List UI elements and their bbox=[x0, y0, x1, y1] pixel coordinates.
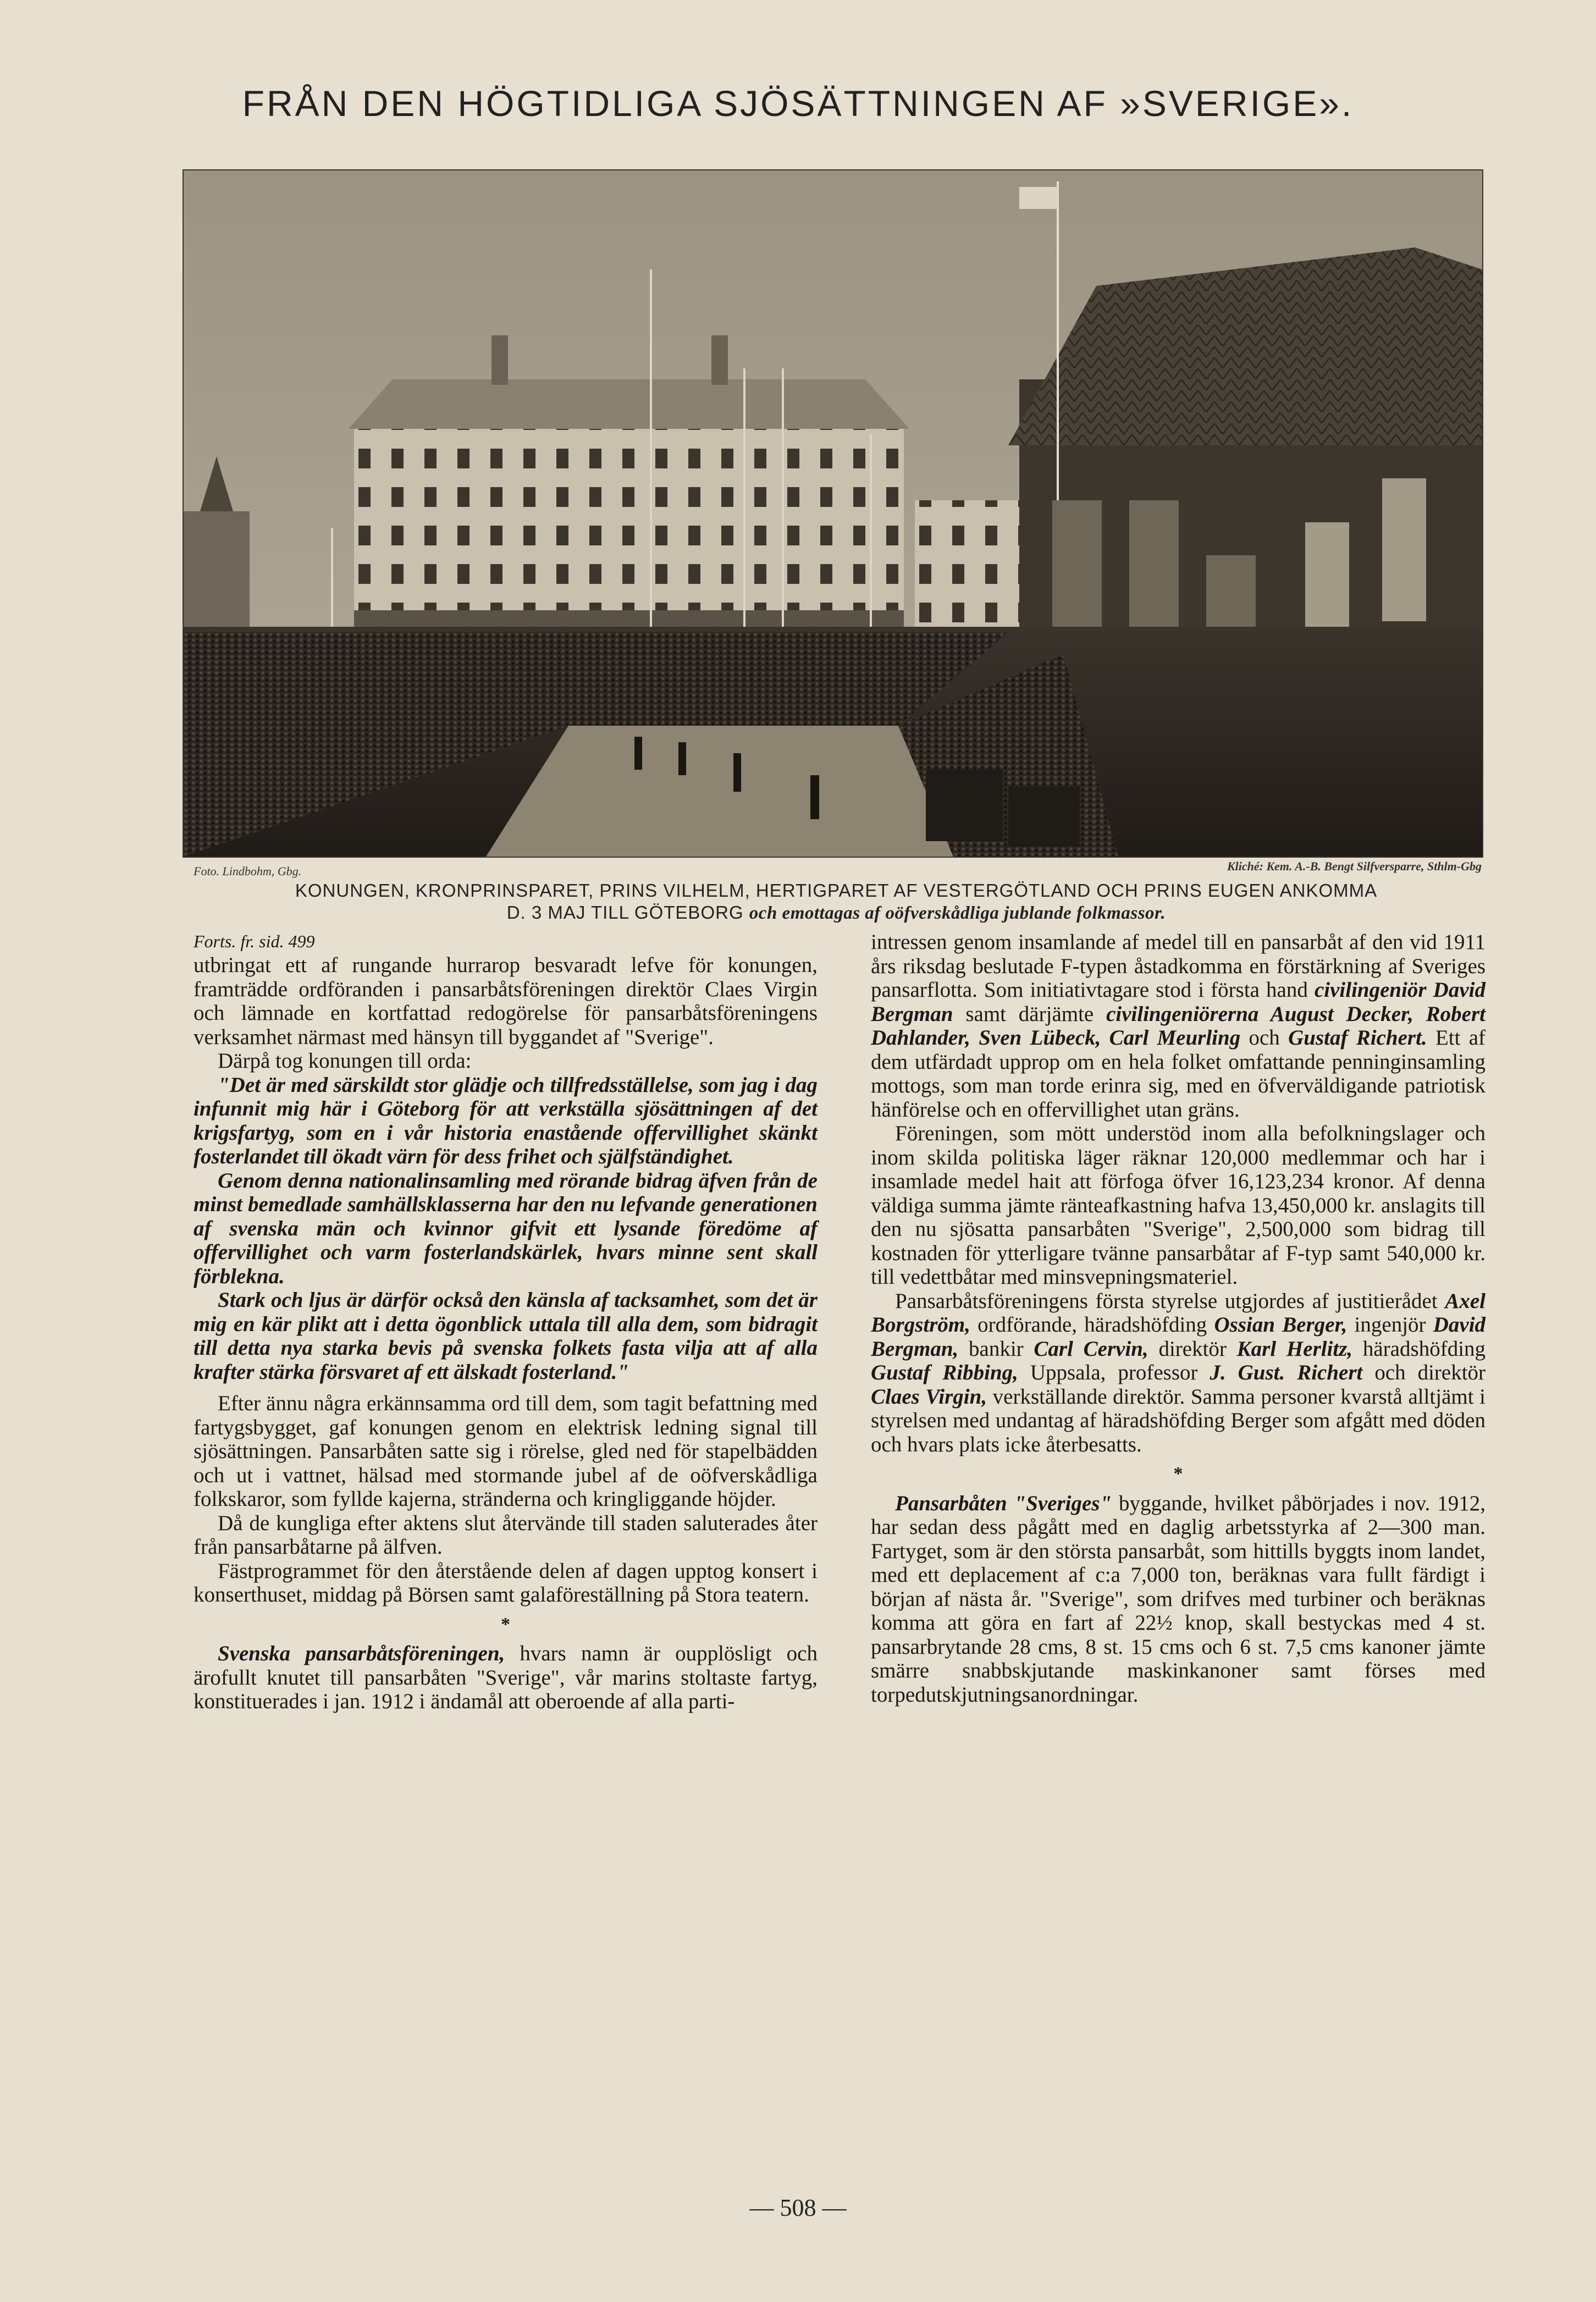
person-name: Gustaf Richert. bbox=[1288, 1026, 1427, 1050]
paragraph: utbringat ett af rungande hurrarop besvaradt lefve för konungen, framträdde ordföranden i pansarbåtsföreningen direktör Claes Virgin och lämnade en kortfattad redogörelse för pansarbåtsföreningens verksamhet närmast med hänsyn till byggandet af "Sverige". bbox=[194, 953, 818, 1049]
caption-line-2-italic: och emottagas af oöfverskådliga jublande folkmassor. bbox=[749, 903, 1166, 923]
paragraph bbox=[871, 930, 1485, 1122]
person-name: Karl Herlitz, bbox=[1236, 1337, 1353, 1361]
photo-credit: Foto. Lindbohm, Gbg. bbox=[194, 864, 302, 878]
person-names: civilingeniörerna August Decker, Robert Dahlander, Sven Lübeck, Carl Meurling bbox=[871, 1002, 1485, 1050]
person-name: J. Gust. Richert bbox=[1210, 1361, 1363, 1384]
paragraph bbox=[194, 1642, 818, 1714]
hotel-building bbox=[354, 423, 904, 632]
paragraph bbox=[871, 1289, 1485, 1457]
paragraph: Därpå tog konungen till orda: bbox=[218, 1049, 472, 1073]
section-asterisk: * bbox=[1173, 1464, 1183, 1484]
text-run: ordförande, häradshöfding bbox=[978, 1313, 1207, 1337]
speech-paragraph: Stark och ljus är därför också den känsla af tacksamhet, som det är mig en kär plikt att i detta ögonblick uttala till alla dem, som bidragit till detta nya starka bevis på svenska folkets fasta vilja att af alla krafter stärka försvaret af ett älskadt fosterland." bbox=[194, 1288, 818, 1384]
person-name: Claes Virgin, bbox=[871, 1384, 987, 1409]
speech-paragraph: "Det är med särskildt stor glädje och tillfredsställelse, som jag i dag infunnit mig här i Göteborg för att verkställa sjösättningen af det krigsfartyg, som en i vår historia enastående offervillighet skänkt fosterlandet till ökadt värn för dess frihet och själfständighet. bbox=[194, 1073, 818, 1168]
paragraph: Då de kungliga efter aktens slut återvände till staden saluterades åter från pansarbåtarne på älfven. bbox=[194, 1511, 818, 1559]
text-run: ingenjör bbox=[1354, 1313, 1426, 1337]
photo-illustration bbox=[184, 170, 1482, 857]
text-run: och direktör bbox=[1374, 1361, 1486, 1384]
paragraph: Efter ännu några erkännsamma ord till dem, som tagit befattning med fartygsbygget, gaf konungen genom en elektrisk ledning signal till sjösättningen. Pansarbåten satte sig i rörelse, gled ned för stapelbädden och ut i vattnet, hälsad med stormande jubel af de oöfverskådliga folkskaror, som fyllde kajerna, stränderna och kringliggande höjder. bbox=[194, 1392, 818, 1511]
text-run: Uppsala, professor bbox=[1030, 1361, 1198, 1384]
section-asterisk: * bbox=[501, 1614, 510, 1635]
text-run: Pansarbåtsföreningens första styrelse utgjordes af justitierådet bbox=[895, 1289, 1438, 1313]
person-name: civilingeniör David Bergman bbox=[871, 978, 1485, 1026]
speech-paragraph: Genom denna nationalinsamling med rörande bidrag äfven från de minst bemedlade samhällsklasserna har den nu lefvande generationen af svenska män och kvinnor gifvit ett lysande föredöme af offervillighet och varm fosterlandskärlek, hvars minne sent skall förblekna. bbox=[194, 1168, 818, 1288]
person-name: David Bergman, bbox=[871, 1313, 1486, 1361]
paragraph-text: byggande, hvilket påbörjades i nov. 1912, har sedan dess pågått med en daglig arbetsstyrka af 2—300 man. Fartyget, som är den största pansarbåt, som hittills byggts inom landet, med ett deplacement af c:a 7,000 ton, beräknas vara fullt färdigt i början af nästa år. "Sverige", som drifves med turbiner och beräknas komma att göra en fart af 22½ knop, skall bestyckas med 4 st. pansarbrytande 28 cms, 8 st. 15 cms och 6 st. 7,5 cms kanoner jämte smärre snabbskjutande maskinkanoner samt förses med torpedutskjutningsanordningar. bbox=[871, 1491, 1485, 1707]
caption-line-2 bbox=[190, 902, 1482, 924]
text-run: Ett af dem utfärdadt upprop om en hela folket omfattande penninginsamling mottogs, som man torde erinra sig, med en öfverväldigande patriotisk hänförelse och en offervillighet utan gräns. bbox=[871, 1026, 1486, 1122]
caption-line-2-plain: D. 3 MAJ TILL GÖTEBORG bbox=[506, 902, 744, 923]
paragraph: Föreningen, som mött understöd inom alla befolkningslager och inom skilda politiska läger räknar 120,000 medlemmar och har i insamlade medel hait att förfoga öfver 16,123,234 kronor. Af denna väldiga summa jämte ränteafkastning hafva 13,450,000 kr. anslagits till den nu sjösatta pansarbåten "Sverige", 2,500,000 som bidrag till kostnaden för ytterligare tvänne pansarbåtar af F-typ samt 540,000 kr. till vedettbåtar med minsvepningsmateriel. bbox=[871, 1122, 1485, 1289]
text-run: häradshöfding bbox=[1362, 1337, 1486, 1361]
right-column bbox=[871, 930, 1485, 1707]
paragraph: Fästprogrammet för den återstående delen af dagen upptog konsert i konserthuset, middag på Börsen samt galaföreställning på Stora teatern. bbox=[194, 1559, 818, 1607]
person-name: Ossian Berger, bbox=[1214, 1313, 1348, 1337]
person-name: Gustaf Ribbing, bbox=[871, 1361, 1018, 1384]
continuation-note: Forts. fr. sid. 499 bbox=[194, 931, 315, 951]
photo-caption bbox=[190, 880, 1482, 924]
ship-name: Pansarbåten "Sveriges" bbox=[895, 1491, 1112, 1515]
paragraph-text: hvars namn är oupplösligt och ärofullt knutet till pansarbåten "Sverige", vår marins stoltaste fartyg, konstituerades i jan. 1912 i ändamål att oberoende af alla parti- bbox=[194, 1642, 818, 1713]
society-name: Svenska pansarbåtsföreningen, bbox=[218, 1642, 505, 1665]
text-run: och bbox=[1249, 1026, 1280, 1050]
left-column bbox=[194, 930, 818, 1714]
caption-line-1: KONUNGEN, KRONPRINSPARET, PRINS VILHELM, HERTIGPARET AF VESTERGÖTLAND OCH PRINS EUGEN ANKOMMA bbox=[295, 880, 1378, 901]
text-run: samt därjämte bbox=[965, 1002, 1094, 1026]
photograph-crowd-square bbox=[183, 169, 1483, 858]
person-name: Axel Borgström, bbox=[871, 1289, 1485, 1337]
text-run: bankir bbox=[969, 1337, 1024, 1361]
paragraph bbox=[871, 1492, 1485, 1707]
text-run: verkställande direktör. Samma personer kvarstå alltjämt i styrelsen med undantag af häradshöfding Berger som afgått med döden och hvars plats icke återbesatts. bbox=[871, 1384, 1486, 1456]
text-run: intressen genom insamlande af medel till en pansarbåt af den vid 1911 års riksdag beslutade F-typen åstadkomma en förstärkning af Sveriges pansarflotta. Som initiativtagare stod i första hand bbox=[871, 930, 1485, 1002]
page-number: — 508 — bbox=[749, 2194, 847, 2221]
page-title: FRÅN DEN HÖGTIDLIGA SJÖSÄTTNINGEN AF »SVERIGE». bbox=[242, 83, 1354, 124]
cliche-credit: Kliché: Kem. A.-B. Bengt Silfversparre, Sthlm-Gbg bbox=[1227, 859, 1482, 873]
text-run: direktör bbox=[1158, 1337, 1227, 1361]
person-name: Carl Cervin, bbox=[1034, 1337, 1148, 1361]
